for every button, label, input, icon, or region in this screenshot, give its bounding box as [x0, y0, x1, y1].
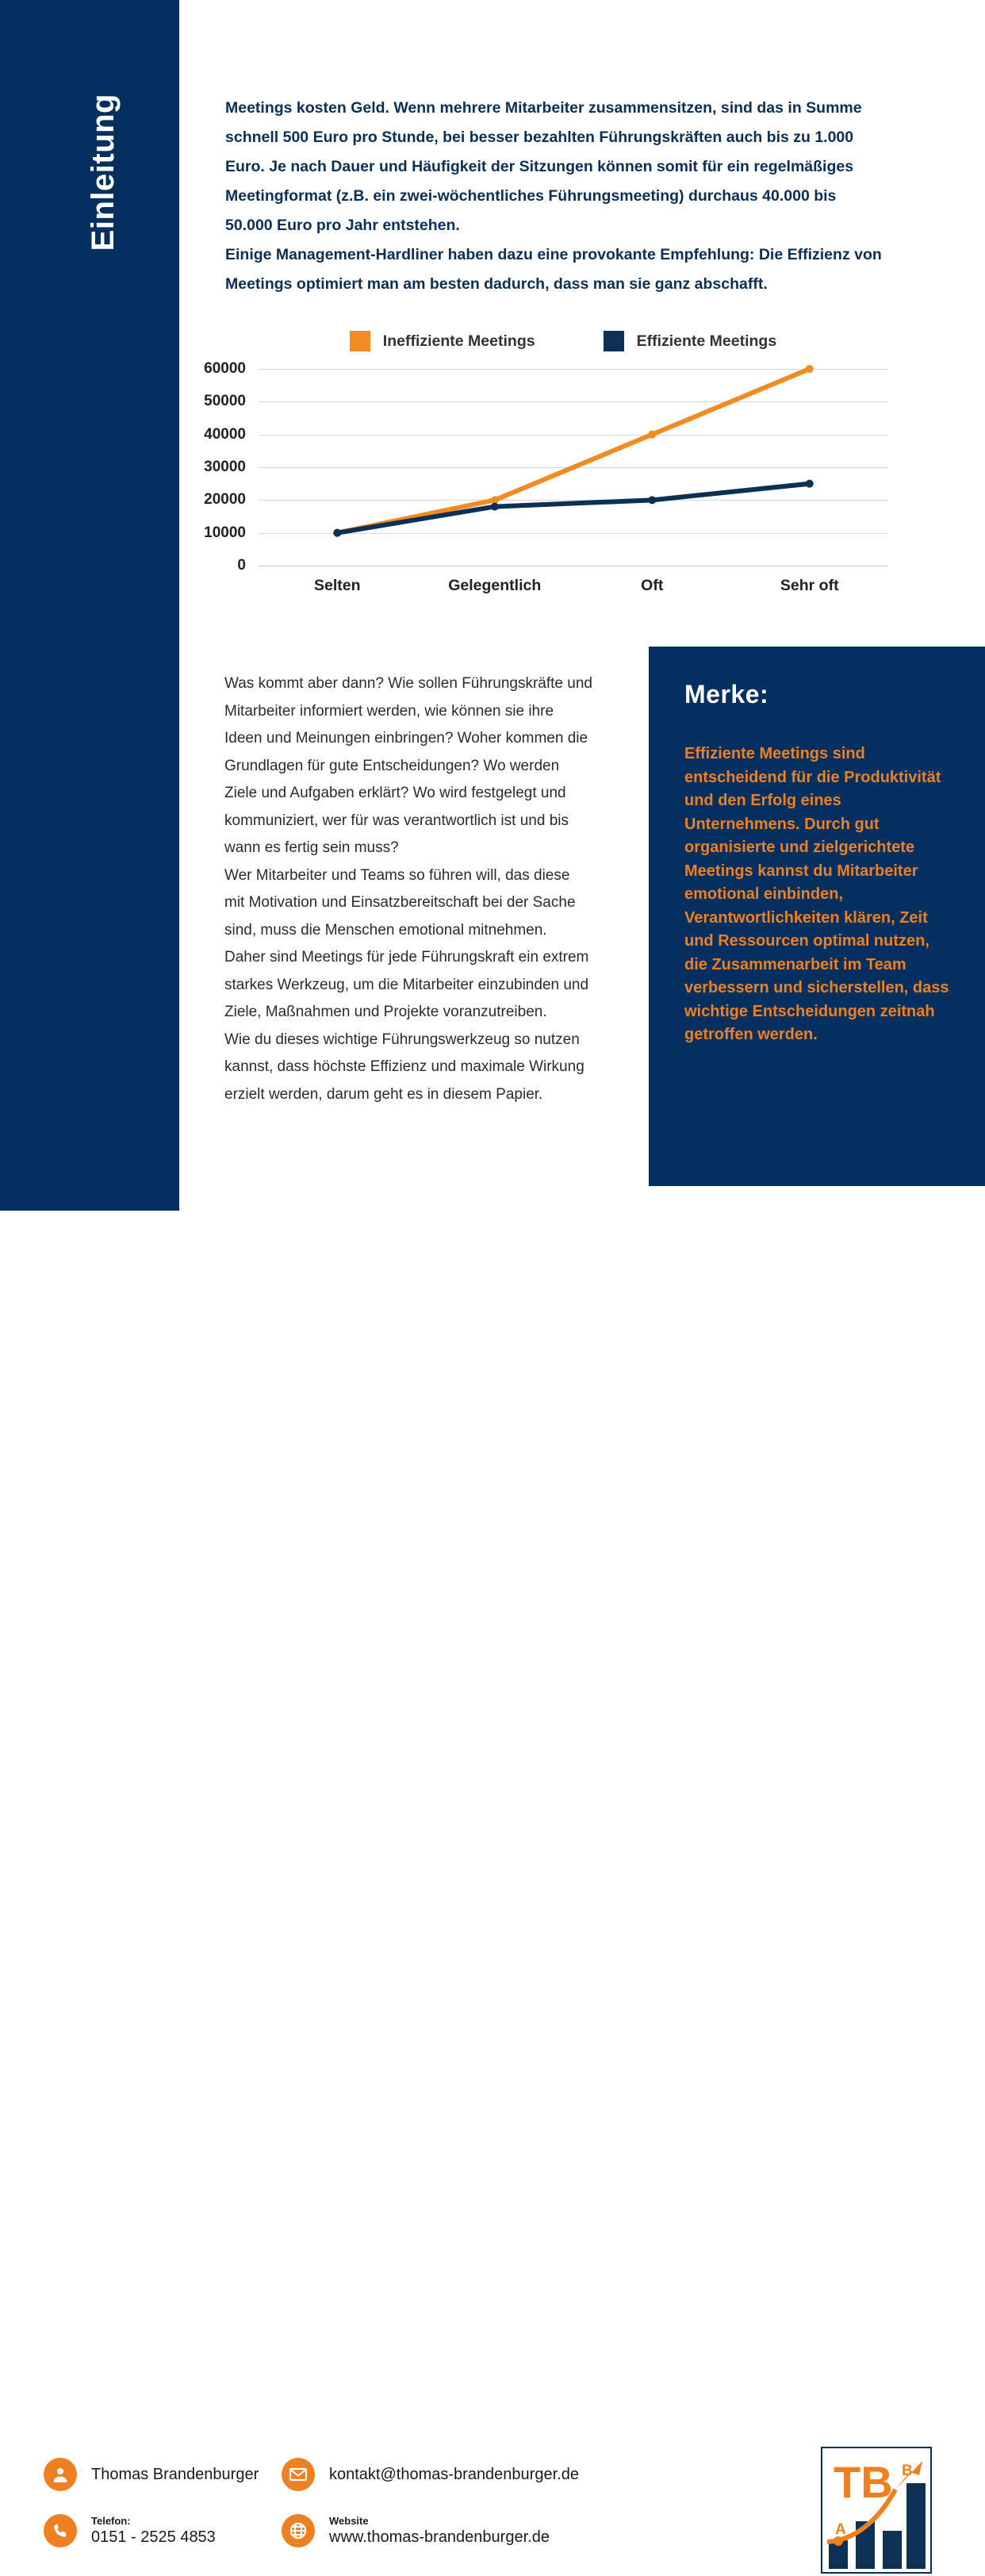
contact-website-label: Website: [329, 2514, 369, 2527]
globe-icon: [282, 2514, 315, 2547]
tb-logo-point-b: B: [902, 2463, 913, 2479]
contact-name-value: Thomas Brandenburger: [91, 2465, 259, 2483]
y-axis-tick-label: 60000: [204, 360, 246, 377]
body-text-block: [224, 670, 593, 1108]
contact-email-value[interactable]: kontakt@thomas-brandenburger.de: [329, 2465, 579, 2483]
legend-swatch-icon: [604, 331, 624, 351]
phone-icon: [44, 2514, 77, 2547]
series-point: [648, 431, 656, 439]
contact-website[interactable]: [282, 2514, 550, 2547]
contact-phone-label: Telefon:: [91, 2514, 131, 2527]
series-point: [806, 480, 814, 488]
y-axis-tick-label: 50000: [204, 393, 246, 410]
x-axis-tick-label: Oft: [641, 577, 664, 594]
contact-website-value[interactable]: www.thomas-brandenburger.de: [329, 2528, 550, 2546]
contact-phone: [44, 2514, 216, 2547]
x-axis-tick-label: Sehr oft: [780, 577, 839, 594]
legend-label: Effiziente Meetings: [636, 332, 777, 350]
body-paragraph-4: Wie du dieses wichtige Führungswerkzeug so nutzen kannst, dass höchste Effizienz und maximale Wirkung erzielt werden, darum geht es in diesem Papier.: [224, 1031, 584, 1103]
body-paragraph-1: Was kommt aber dann? Wie sollen Führungskräfte und Mitarbeiter informiert werden, wie können sie ihre Ideen und Meinungen einbringen? Woher kommen die Grundlagen für gute Entscheidungen? Wo werden Ziele und Aufgaben erklärt? Wo wird festgelegt und kommuniziert, wer für was verantwortlich ist und bis wann es fertig sein muss?: [224, 675, 592, 856]
contact-phone-value: 0151 - 2525 4853: [91, 2528, 216, 2546]
series-line: [337, 484, 810, 533]
person-icon: [44, 2458, 77, 2491]
legend-swatch-icon: [350, 331, 370, 351]
tb-logo-initials: TB: [834, 2457, 893, 2507]
sidebar-band: [0, 0, 179, 1211]
y-axis-tick-label: 20000: [204, 491, 246, 509]
merke-title: Merke:: [684, 680, 769, 708]
y-axis-tick-label: 30000: [204, 459, 246, 475]
intro-paragraph-2: Einige Management-Hardliner haben dazu eine provokante Empfehlung: Die Effizienz von Meetings optimiert man am besten dadurch, dass man sie ganz abschafft.: [225, 246, 882, 293]
intro-text-block: [225, 94, 883, 299]
y-axis: [190, 360, 252, 574]
y-axis-tick-label: 40000: [204, 425, 246, 443]
series-line: [337, 369, 810, 533]
x-axis-tick-label: Gelegentlich: [448, 577, 542, 594]
contact-email[interactable]: [282, 2458, 579, 2491]
chart-series-lines: [259, 369, 888, 566]
footer: [0, 1211, 984, 2546]
series-point: [806, 365, 814, 373]
series-point: [333, 529, 341, 537]
legend-label: Ineffiziente Meetings: [382, 332, 535, 350]
page-title: Einleitung: [86, 94, 121, 251]
envelope-icon: [282, 2458, 315, 2491]
y-axis-tick-label: 0: [237, 557, 246, 574]
tb-logo: [821, 2447, 932, 2574]
x-axis-tick-label: Selten: [313, 577, 361, 594]
series-point: [648, 496, 656, 504]
meeting-cost-chart: [190, 321, 888, 619]
chart-legend: [238, 321, 888, 351]
body-paragraph-3: Daher sind Meetings für jede Führungskraft ein extrem starkes Werkzeug, um die Mitarbeiter einzubinden und Ziele, Maßnahmen und Projekte voranzutreiben.: [224, 949, 589, 1020]
tb-logo-graphic: [822, 2448, 930, 2572]
merke-body-text: Effiziente Meetings sind entscheidend für die Produktivität und den Erfolg eines Unternehmens. Durch gut organisierte und zielgerichtete Meetings kannst du Mitarbeiter emotional einbinden, Verantwortlichkeiten klären, Zeit und Ressourcen optimal nutzen, die Zusammenarbeit im Team verbessern und sicherstellen, dass wichtige Entscheidungen zeitnah getroffen werden.: [684, 745, 949, 1043]
legend-item-effiziente: [604, 331, 777, 351]
body-paragraph-2: Wer Mitarbeiter und Teams so führen will, das diese mit Motivation und Einsatzbereitschaft bei der Sache sind, muss die Menschen emotional mitnehmen.: [224, 866, 576, 939]
x-axis: [259, 577, 888, 595]
merke-callout-box: [649, 647, 985, 1186]
tb-logo-point-a: A: [835, 2521, 846, 2538]
y-axis-tick-label: 10000: [204, 524, 246, 541]
chart-plot-area: [190, 360, 888, 594]
legend-item-ineffiziente: [350, 331, 535, 351]
contact-name: [44, 2458, 259, 2491]
chart-gridlines: [259, 369, 888, 566]
series-point: [491, 503, 499, 511]
intro-paragraph-1: Meetings kosten Geld. Wenn mehrere Mitarbeiter zusammensitzen, sind das in Summe schnell 500 Euro pro Stunde, bei besser bezahlten Führungskräften auch bis zu 1.000 Euro. Je nach Dauer und Häufigkeit der Sitzungen können somit für ein regelmäßiges Meetingformat (z.B. ein zwei-wöchentliches Führungsmeeting) durchaus 40.000 bis 50.000 Euro pro Jahr entstehen.: [225, 99, 862, 234]
